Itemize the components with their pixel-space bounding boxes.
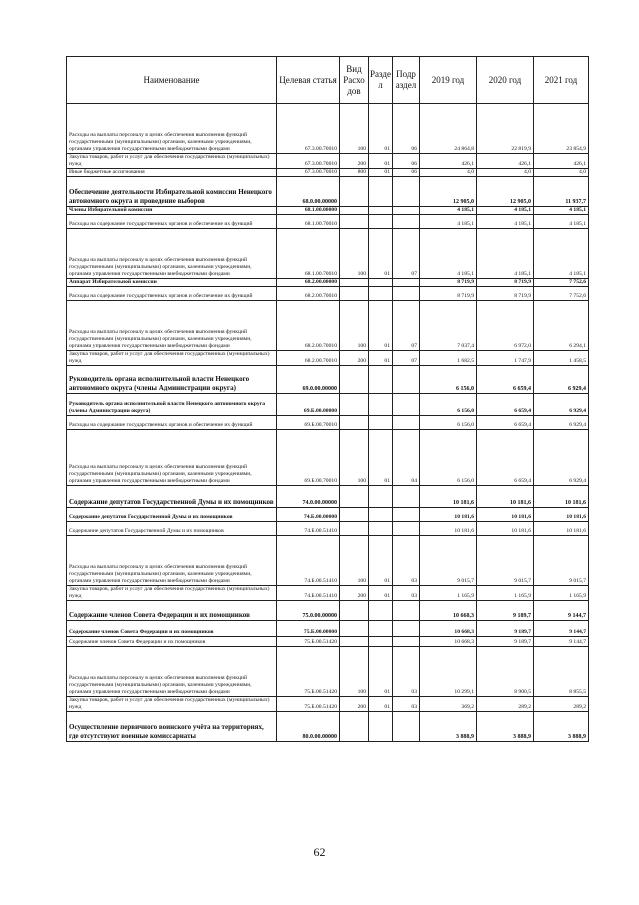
row-value-2020: 8 900,5 [477,647,534,697]
row-name: Закупка товаров, работ и услуг для обеспечения государственных (муниципальных) нужд [67,154,277,169]
row-value-2019: 7 037,4 [420,301,477,351]
row-value-2019: 10 668,3 [420,601,477,621]
row-section: 01 [369,154,393,169]
table-row [67,522,589,536]
table-row [67,154,589,169]
row-value-2020: 9 189,7 [477,637,534,647]
row-value-2020: 6 659,4 [477,394,534,416]
row-target-article: 68.2.00.70010 [277,351,340,366]
row-value-2021: 23 854,9 [534,104,589,154]
row-value-2021: 9 015,7 [534,536,589,586]
row-value-2021: 6 929,4 [534,416,589,430]
row-value-2020: 289,2 [477,697,534,712]
table-row [67,486,589,508]
table-row [67,351,589,366]
row-target-article: 67.3.00.70010 [277,154,340,169]
row-target-article: 69.0.00.00000 [277,366,340,394]
table-row [67,177,589,207]
row-value-2019: 10 181,6 [420,522,477,536]
table-row [67,712,589,742]
row-expense-type [340,177,369,207]
row-name: Расходы на выплаты персоналу в целях обеспечения выполнения функций государственными (муниципальными) органами, казенными учреждениями, органами управления государственными внебюджетными фондами [67,229,277,279]
row-section [369,279,393,287]
header-2019: 2019 год [420,57,477,104]
row-target-article: 74.0.00.00000 [277,486,340,508]
row-name: Содержание депутатов Государственной Думы и их помощников [67,486,277,508]
row-value-2021: 6 929,4 [534,430,589,486]
row-section [369,508,393,522]
row-value-2021: 1 165,9 [534,586,589,601]
row-value-2020: 6 972,0 [477,301,534,351]
row-target-article: 67.3.00.70010 [277,104,340,154]
row-name: Расходы на выплаты персоналу в целях обеспечения выполнения функций государственными (муниципальными) органами, казенными учреждениями, органами управления государственными внебюджетными фондами [67,536,277,586]
row-target-article: 68.2.00.70010 [277,301,340,351]
row-target-article: 74.Б.00.51410 [277,522,340,536]
header-subsection: Подр аздел [393,57,420,104]
row-subsection [393,279,420,287]
table-row [67,215,589,229]
row-name: Содержание членов Совета Федерации и их помощников [67,601,277,621]
row-expense-type: 100 [340,536,369,586]
header-2021: 2021 год [534,57,589,104]
table-header-row [67,57,589,104]
row-value-2020: 8 719,9 [477,287,534,301]
row-section: 01 [369,229,393,279]
row-name: Расходы на содержание государственных органов и обеспечение их функций [67,416,277,430]
row-section [369,416,393,430]
row-value-2020: 10 181,6 [477,508,534,522]
row-subsection: 03 [393,536,420,586]
row-value-2019: 8 719,9 [420,287,477,301]
table-row [67,621,589,637]
row-name: Содержание депутатов Государственной Думы и их помощников [67,522,277,536]
table-row [67,169,589,177]
table-row [67,366,589,394]
row-subsection [393,508,420,522]
row-section [369,621,393,637]
row-value-2019: 10 299,1 [420,647,477,697]
row-target-article: 67.3.00.70010 [277,169,340,177]
row-value-2019: 3 888,9 [420,712,477,742]
row-name: Содержание депутатов Государственной Думы и их помощников [67,508,277,522]
row-target-article: 74.Б.00.00000 [277,508,340,522]
row-target-article: 68.0.00.00000 [277,177,340,207]
row-value-2019: 6 156,0 [420,366,477,394]
row-expense-type [340,215,369,229]
row-expense-type [340,416,369,430]
row-value-2021: 6 294,1 [534,301,589,351]
row-value-2020: 8 719,9 [477,279,534,287]
row-section [369,394,393,416]
row-name: Закупка товаров, работ и услуг для обеспечения государственных (муниципальных) нужд [67,351,277,366]
row-name: Члены Избирательной комиссии [67,207,277,215]
row-name: Содержание членов Совета Федерации и их помощников [67,637,277,647]
row-value-2020: 9 015,7 [477,536,534,586]
table-row [67,207,589,215]
row-name: Закупка товаров, работ и услуг для обеспечения государственных (муниципальных) нужд [67,586,277,601]
row-value-2021: 11 937,7 [534,177,589,207]
row-subsection [393,416,420,430]
budget-table [66,56,589,742]
row-value-2019: 369,2 [420,697,477,712]
page-number: 62 [313,845,326,859]
row-value-2021: 10 181,6 [534,522,589,536]
row-value-2021: 6 929,4 [534,366,589,394]
row-value-2021: 7 752,6 [534,287,589,301]
row-value-2019: 10 181,6 [420,486,477,508]
row-subsection [393,712,420,742]
row-expense-type [340,287,369,301]
row-value-2020: 10 181,6 [477,522,534,536]
table-row [67,416,589,430]
table-row [67,637,589,647]
row-expense-type [340,486,369,508]
row-subsection [393,177,420,207]
row-value-2019: 24 864,8 [420,104,477,154]
row-value-2019: 10 181,6 [420,508,477,522]
row-value-2020: 4,0 [477,169,534,177]
row-expense-type [340,207,369,215]
row-expense-type [340,394,369,416]
row-subsection: 06 [393,169,420,177]
row-value-2020: 1 165,9 [477,586,534,601]
row-expense-type: 100 [340,229,369,279]
row-section: 01 [369,169,393,177]
table-row [67,430,589,486]
row-value-2019: 4 185,1 [420,215,477,229]
row-section [369,712,393,742]
row-value-2020: 10 181,6 [477,486,534,508]
row-target-article: 68.1.00.70010 [277,229,340,279]
row-value-2019: 8 719,9 [420,279,477,287]
row-subsection: 03 [393,697,420,712]
row-subsection [393,522,420,536]
row-value-2019: 10 668,3 [420,621,477,637]
row-subsection [393,366,420,394]
row-section: 01 [369,647,393,697]
row-value-2021: 6 929,4 [534,394,589,416]
header-2020: 2020 год [477,57,534,104]
row-expense-type: 200 [340,586,369,601]
row-name: Содержание членов Совета Федерации и их помощников [67,621,277,637]
row-value-2021: 426,1 [534,154,589,169]
row-target-article: 68.1.00.00000 [277,207,340,215]
row-target-article: 75.0.00.00000 [277,601,340,621]
row-name: Закупка товаров, работ и услуг для обеспечения государственных (муниципальных) нужд [67,697,277,712]
row-expense-type: 100 [340,430,369,486]
row-target-article: 75.Б.00.51420 [277,637,340,647]
table-row [67,536,589,586]
row-subsection [393,621,420,637]
table-row [67,279,589,287]
row-expense-type: 100 [340,301,369,351]
row-value-2019: 9 015,7 [420,536,477,586]
row-subsection: 07 [393,351,420,366]
row-expense-type [340,279,369,287]
table-row [67,586,589,601]
row-expense-type [340,712,369,742]
row-expense-type [340,621,369,637]
row-value-2020: 9 189,7 [477,601,534,621]
row-expense-type [340,508,369,522]
row-section [369,207,393,215]
header-section: Разде л [369,57,393,104]
row-expense-type: 200 [340,351,369,366]
row-expense-type [340,637,369,647]
table-row [67,647,589,697]
row-value-2019: 4,0 [420,169,477,177]
row-value-2020: 9 189,7 [477,621,534,637]
row-value-2019: 1 682,5 [420,351,477,366]
row-name: Иные бюджетные ассигнования [67,169,277,177]
row-name: Осуществление первичного воинского учёта на территориях, где отсутствуют военные комиссариаты [67,712,277,742]
row-subsection [393,215,420,229]
row-expense-type: 200 [340,154,369,169]
row-section: 01 [369,697,393,712]
row-value-2021: 10 181,6 [534,508,589,522]
row-value-2020: 1 747,9 [477,351,534,366]
row-section [369,215,393,229]
row-expense-type: 800 [340,169,369,177]
row-expense-type: 100 [340,647,369,697]
row-value-2021: 9 144,7 [534,637,589,647]
row-expense-type [340,366,369,394]
row-subsection: 07 [393,229,420,279]
row-expense-type [340,522,369,536]
table-row [67,301,589,351]
row-subsection [393,207,420,215]
header-name: Наименование [67,57,277,104]
row-subsection [393,601,420,621]
table-row [67,287,589,301]
row-section [369,177,393,207]
row-value-2021: 7 752,6 [534,279,589,287]
row-value-2019: 6 156,0 [420,394,477,416]
row-name: Руководитель органа исполнительной власти Ненецкого автономного округа (члены Администрации округа) [67,366,277,394]
row-name: Расходы на содержание государственных органов и обеспечение их функций [67,287,277,301]
row-value-2020: 6 659,4 [477,416,534,430]
row-name: Аппарат Избирательной комиссии [67,279,277,287]
row-target-article: 80.0.00.00000 [277,712,340,742]
table-row [67,697,589,712]
row-section [369,637,393,647]
row-name: Расходы на выплаты персоналу в целях обеспечения выполнения функций государственными (муниципальными) органами, казенными учреждениями, органами управления государственными внебюджетными фондами [67,104,277,154]
row-subsection [393,637,420,647]
row-subsection [393,486,420,508]
header-target-article: Целевая статья [277,57,340,104]
row-value-2021: 3 888,9 [534,712,589,742]
row-value-2019: 426,1 [420,154,477,169]
row-value-2020: 4 185,1 [477,215,534,229]
row-section [369,522,393,536]
table-row [67,508,589,522]
row-subsection: 03 [393,586,420,601]
row-target-article: 68.1.00.70010 [277,215,340,229]
row-subsection: 03 [393,647,420,697]
table-row [67,229,589,279]
row-section: 01 [369,351,393,366]
row-section [369,601,393,621]
row-section: 01 [369,104,393,154]
row-value-2021: 9 144,7 [534,621,589,637]
row-section: 01 [369,301,393,351]
row-value-2020: 4 185,1 [477,207,534,215]
row-value-2021: 4 185,1 [534,229,589,279]
table-row [67,601,589,621]
row-section: 01 [369,586,393,601]
row-name: Расходы на выплаты персоналу в целях обеспечения выполнения функций государственными (муниципальными) органами, казенными учреждениями, органами управления государственными внебюджетными фондами [67,647,277,697]
row-subsection: 06 [393,154,420,169]
row-expense-type: 200 [340,697,369,712]
row-value-2021: 1 458,5 [534,351,589,366]
row-value-2020: 4 185,1 [477,229,534,279]
row-target-article: 68.2.00.00000 [277,279,340,287]
row-target-article: 69.Б.00.70010 [277,430,340,486]
row-target-article: 74.Б.00.51410 [277,586,340,601]
row-section: 01 [369,536,393,586]
row-target-article: 68.2.00.70010 [277,287,340,301]
row-subsection [393,287,420,301]
row-value-2020: 6 659,4 [477,430,534,486]
row-target-article: 74.Б.00.51410 [277,536,340,586]
row-value-2019: 1 165,9 [420,586,477,601]
row-subsection [393,394,420,416]
header-expense-type: Вид Расхо дов [340,57,369,104]
row-section: 01 [369,430,393,486]
row-name: Расходы на выплаты персоналу в целях обеспечения выполнения функций государственными (муниципальными) органами, казенными учреждениями, органами управления государственными внебюджетными фондами [67,430,277,486]
row-value-2019: 4 185,1 [420,207,477,215]
row-value-2021: 4 185,1 [534,207,589,215]
row-value-2021: 289,2 [534,697,589,712]
row-section [369,287,393,301]
row-value-2020: 22 819,9 [477,104,534,154]
row-value-2021: 10 181,6 [534,486,589,508]
table-row [67,394,589,416]
row-subsection: 06 [393,104,420,154]
row-name: Обеспечение деятельности Избирательной комиссии Ненецкого автономного округа и проведение выборов [67,177,277,207]
row-value-2020: 6 659,4 [477,366,534,394]
row-section [369,486,393,508]
row-name: Расходы на выплаты персоналу в целях обеспечения выполнения функций государственными (муниципальными) органами, казенными учреждениями, органами управления государственными внебюджетными фондами [67,301,277,351]
row-expense-type: 100 [340,104,369,154]
row-value-2019: 4 185,1 [420,229,477,279]
row-expense-type [340,601,369,621]
table-row [67,104,589,154]
row-target-article: 75.Б.00.51420 [277,697,340,712]
row-target-article: 75.Б.00.51420 [277,647,340,697]
row-name: Расходы на содержание государственных органов и обеспечение их функций [67,215,277,229]
row-value-2021: 4 185,1 [534,215,589,229]
row-value-2019: 12 905,0 [420,177,477,207]
row-value-2021: 4,0 [534,169,589,177]
row-value-2019: 10 668,3 [420,637,477,647]
row-value-2020: 426,1 [477,154,534,169]
row-value-2020: 12 905,0 [477,177,534,207]
row-value-2021: 8 855,5 [534,647,589,697]
row-value-2021: 9 144,7 [534,601,589,621]
row-subsection: 04 [393,430,420,486]
row-value-2019: 6 156,0 [420,430,477,486]
row-value-2019: 6 156,0 [420,416,477,430]
row-target-article: 69.Б.00.00000 [277,394,340,416]
row-value-2020: 3 888,9 [477,712,534,742]
row-target-article: 75.Б.00.00000 [277,621,340,637]
row-subsection: 07 [393,301,420,351]
row-section [369,366,393,394]
row-target-article: 69.Б.00.70010 [277,416,340,430]
row-name: Руководитель органа исполнительной власти Ненецкого автономного округа (члены Администрации округа) [67,394,277,416]
